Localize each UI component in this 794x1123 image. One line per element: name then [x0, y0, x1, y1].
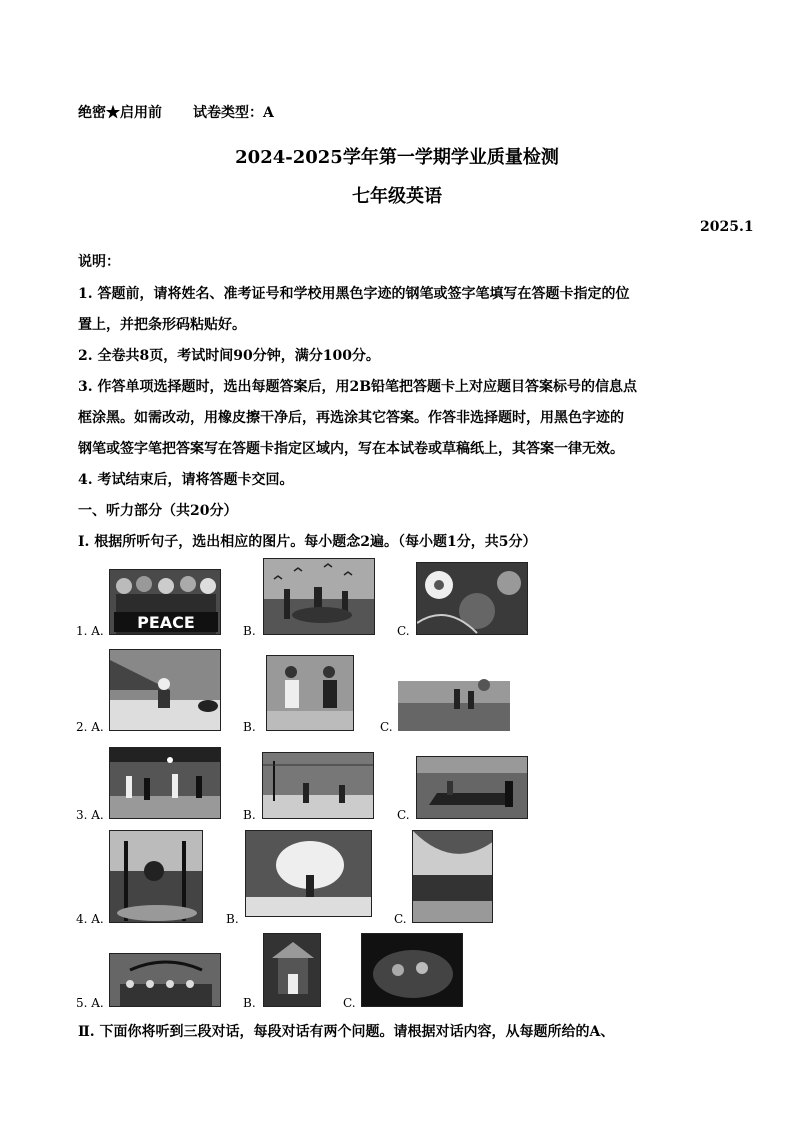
- q1-option-b-photo-animals: [263, 558, 375, 635]
- secret-label: 绝密★启用前: [78, 105, 162, 121]
- q5-option-c-photo-stage: [361, 933, 463, 1007]
- q3-option-c-photo-table-tennis: [416, 756, 528, 819]
- instruction-1-line-1: 1. 答题前，请将姓名、准考证号和学校用黑色字迹的钢笔或签字笔填写在答题卡指定的位: [78, 286, 630, 302]
- instruction-3-line-1: 3. 作答单项选择题时，选出每题答案后，用2B铅笔把答题卡上对应题目答案标号的信息点: [78, 379, 638, 395]
- instruction-3-line-3: 钢笔或签字笔把答案写在答题卡指定区域内，写在本试卷或草稿纸上，其答案一律无效。: [78, 441, 624, 457]
- q1-option-a-label: 1. A.: [76, 624, 104, 638]
- q2-option-c-label: C.: [380, 720, 393, 734]
- q5-option-a-photo-group: [109, 953, 221, 1007]
- part-1-title: Ⅰ. 根据所听句子，选出相应的图片。每小题念2遍。（每小题1分，共5分）: [78, 534, 537, 550]
- peace-sign-text: PEACE: [137, 613, 195, 632]
- section-listening-heading: 一、听力部分（共20分）: [78, 503, 238, 519]
- q5-option-a-label: 5. A.: [76, 996, 104, 1010]
- instructions-heading: 说明：: [78, 254, 120, 270]
- q3-option-b-photo-tennis: [262, 752, 374, 819]
- instruction-1-line-2: 置上，并把条形码粘贴好。: [78, 317, 246, 333]
- q4-option-c-photo-lake-trees: [412, 830, 493, 923]
- q4-option-c-label: C.: [394, 912, 407, 926]
- q4-option-a-photo-autumn-tree: [109, 830, 203, 923]
- q4-option-b-photo-snow-tree: [245, 830, 372, 917]
- q1-option-c-label: C.: [397, 624, 410, 638]
- q2-option-c-photo-beach: [398, 653, 510, 731]
- q3-option-a-label: 3. A.: [76, 808, 104, 822]
- q2-option-a-label: 2. A.: [76, 720, 104, 734]
- q3-option-c-label: C.: [397, 808, 410, 822]
- paper-type: 试卷类型：A: [193, 105, 274, 121]
- q4-option-a-label: 4. A.: [76, 912, 104, 926]
- q2-option-b-photo-two-girls: [266, 655, 354, 731]
- q3-option-b-label: B.: [243, 808, 256, 822]
- instruction-4: 4. 考试结束后，请将答题卡交回。: [78, 472, 294, 488]
- q1-option-a-photo-crowd: [109, 569, 221, 635]
- q5-option-b-photo-temple: [263, 933, 321, 1007]
- q1-option-c-photo-flowers: [416, 562, 528, 635]
- part-2-title: Ⅱ. 下面你将听到三段对话，每段对话有两个问题。请根据对话内容，从每题所给的A、: [78, 1024, 615, 1040]
- q5-option-c-label: C.: [343, 996, 356, 1010]
- page-subtitle: 七年级英语: [352, 186, 442, 207]
- page-title: 2024-2025学年第一学期学业质量检测: [235, 147, 559, 168]
- exam-date: 2025.1: [700, 219, 754, 235]
- q2-option-b-label: B.: [243, 720, 256, 734]
- q2-option-a-photo-snowboard: [109, 649, 221, 731]
- q3-option-a-photo-volleyball: [109, 747, 221, 819]
- q4-option-b-label: B.: [226, 912, 239, 926]
- q5-option-b-label: B.: [243, 996, 256, 1010]
- q1-option-b-label: B.: [243, 624, 256, 638]
- instruction-3-line-2: 框涂黑。如需改动，用橡皮擦干净后，再选涂其它答案。作答非选择题时，用黑色字迹的: [78, 410, 624, 426]
- instruction-2: 2. 全卷共8页，考试时间90分钟，满分100分。: [78, 348, 380, 364]
